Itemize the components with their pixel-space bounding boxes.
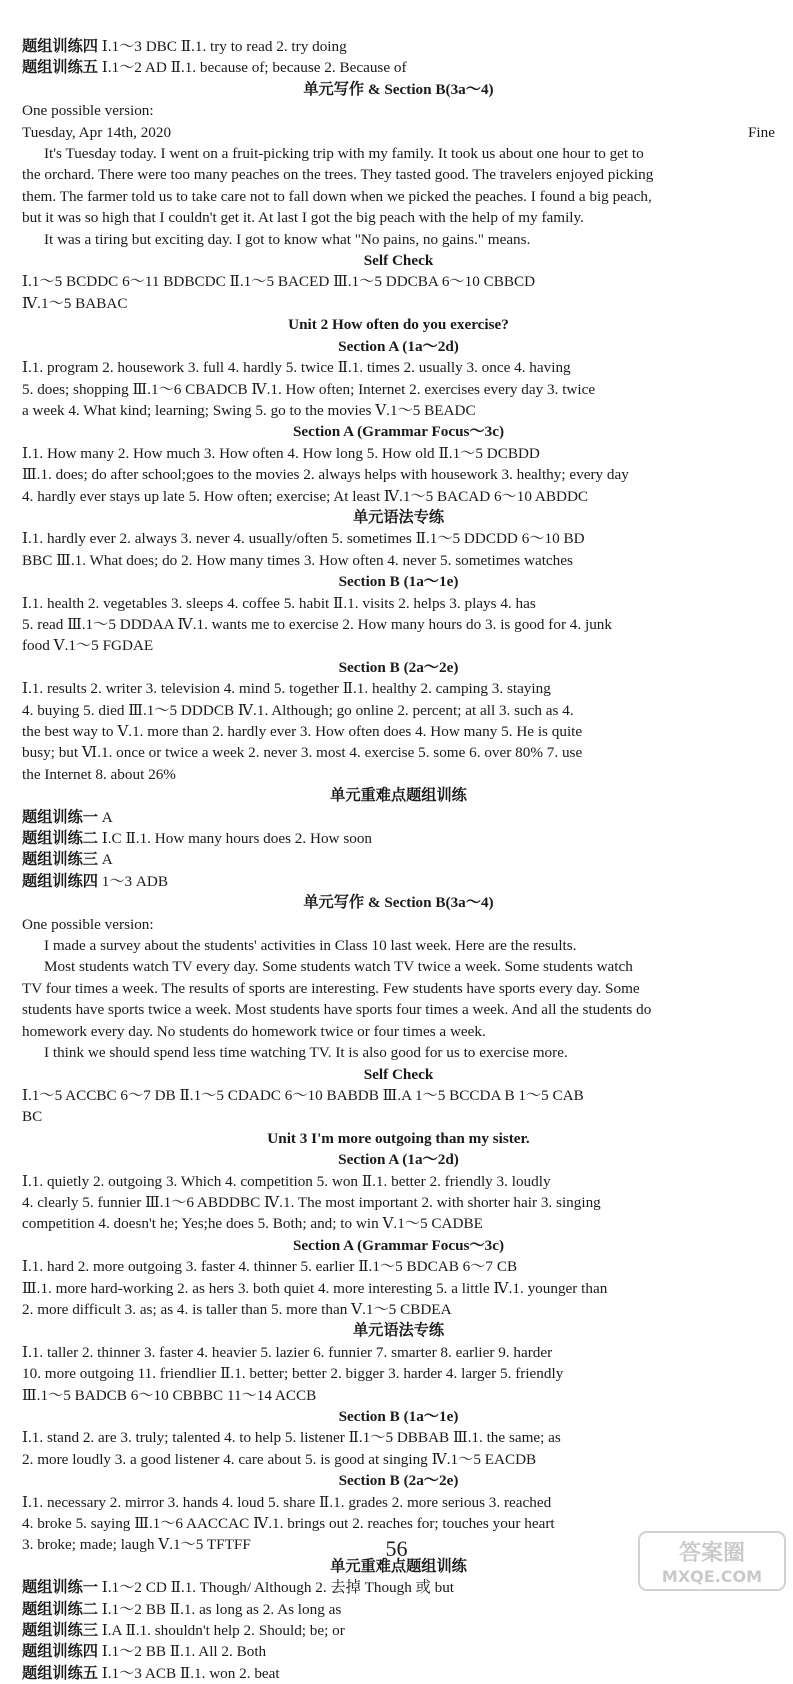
- section-heading: Section B (2a～2e): [338, 658, 459, 676]
- answer-line: Ⅲ.1. does; do after school;goes to the movies 2. always helps with housework 3. healthy; every day: [22, 466, 629, 484]
- answer-line: them. The farmer told us to take care not to fall down when we picked the peaches. I found a big peach,: [22, 187, 652, 205]
- answer-line: Ⅰ.1～5 BCDDC 6～11 BDBCDC Ⅱ.1～5 BACED Ⅲ.1～5 DDCBA 6～10 CBBCD: [22, 273, 536, 291]
- answer-line: Ⅰ.1. program 2. housework 3. full 4. hardly 5. twice Ⅱ.1. times 2. usually 3. once 4. having: [22, 359, 571, 377]
- svg-text:MXQE.COM: MXQE.COM: [661, 1567, 763, 1586]
- page-number: 56: [385, 1536, 408, 1561]
- unit-title: Unit 3 I'm more outgoing than my sister.: [267, 1129, 530, 1147]
- answer-line: 4. buying 5. died Ⅲ.1～5 DDDCB Ⅳ.1. Although; go online 2. percent; at all 3. such as 4.: [22, 701, 574, 719]
- section-heading: 单元重难点题组训练: [330, 1557, 467, 1575]
- section-heading: Section B (2a～2e): [338, 1472, 459, 1490]
- section-heading: Self Check: [363, 1065, 434, 1083]
- drill-tag: 题组训练五: [22, 59, 98, 77]
- answer-line: It's Tuesday today. I went on a fruit-picking trip with my family. It took us about one hour to get to: [44, 145, 644, 163]
- section-heading: 单元语法专练: [352, 508, 445, 526]
- svg-text:答案圈: 答案圈: [678, 1541, 746, 1566]
- answer-line: Ⅰ.1. health 2. vegetables 3. sleeps 4. coffee 5. habit Ⅱ.1. visits 2. helps 3. plays 4. has: [22, 594, 536, 612]
- drill-tag: 题组训练二: [22, 830, 98, 848]
- drill-tag: 题组训练一: [22, 1579, 98, 1597]
- answer-line: competition 4. doesn't he; Yes;he does 5. Both; and; to win Ⅴ.1～5 CADBE: [22, 1215, 483, 1233]
- answer-line: 题组训练四 Ⅰ.1～2 BB Ⅱ.1. All 2. Both: [22, 1643, 267, 1661]
- answer-line: 5. does; shopping Ⅲ.1～6 CBADCB Ⅳ.1. How often; Internet 2. exercises every day 3. twice: [22, 380, 596, 398]
- section-heading: Section A (1a～2d): [338, 337, 459, 355]
- drill-tag: 题组训练三: [22, 1622, 98, 1640]
- answer-line: 4. broke 5. saying Ⅲ.1～6 AACCAC Ⅳ.1. brings out 2. reaches for; touches your heart: [22, 1515, 555, 1533]
- drill-tag: 题组训练四: [22, 38, 98, 55]
- section-heading: Section A (1a～2d): [338, 1151, 459, 1169]
- answer-line: Ⅰ.1. results 2. writer 3. television 4. mind 5. together Ⅱ.1. healthy 2. camping 3. staying: [22, 680, 551, 698]
- answer-line: BBC Ⅲ.1. What does; do 2. How many times 3. How often 4. never 5. sometimes watches: [22, 551, 573, 569]
- answer-line: Ⅰ.1. quietly 2. outgoing 3. Which 4. competition 5. won Ⅱ.1. better 2. friendly 3. loudly: [22, 1172, 551, 1190]
- section-heading: 单元重难点题组训练: [330, 787, 467, 805]
- answer-line: Ⅰ.1. How many 2. How much 3. How often 4. How long 5. How old Ⅱ.1～5 DCBDD: [22, 444, 540, 462]
- section-heading: Section A (Grammar Focus～3c): [292, 1236, 505, 1254]
- section-heading: 单元写作 & Section B(3a～4): [303, 894, 494, 912]
- answer-line: students have sports twice a week. Most students have sports four times a week. And all the students do: [22, 1001, 652, 1019]
- section-heading: 单元写作 & Section B(3a～4): [303, 80, 494, 98]
- answer-line: 题组训练二 Ⅰ.1～2 BB Ⅱ.1. as long as 2. As long as: [22, 1600, 342, 1618]
- answer-line: 题组训练五 Ⅰ.1～2 AD Ⅱ.1. because of; because 2. Because of: [22, 59, 407, 77]
- answer-line: 题组训练三 Ⅰ.A Ⅱ.1. shouldn't help 2. Should; be; or: [22, 1622, 345, 1640]
- drill-tag: 题组训练三: [22, 851, 98, 869]
- answer-line: 2. more difficult 3. as; as 4. is taller than 5. more than Ⅴ.1～5 CBDEA: [22, 1300, 452, 1318]
- answer-line: the Internet 8. about 26%: [22, 765, 176, 783]
- diary-date: Tuesday, Apr 14th, 2020: [22, 123, 172, 141]
- answer-line: I think we should spend less time watching TV. It is also good for us to exercise more.: [44, 1044, 568, 1062]
- answer-line: the orchard. There were too many peaches on the trees. They tasted good. The travelers enjoyed picking: [22, 166, 654, 184]
- answer-line: Ⅲ.1～5 BADCB 6～10 CBBBC 11～14 ACCB: [22, 1386, 317, 1404]
- answer-line: 3. broke; made; laugh Ⅴ.1～5 TFTFF: [22, 1536, 251, 1554]
- section-heading: Section B (1a～1e): [338, 573, 459, 591]
- answer-line: I made a survey about the students' activities in Class 10 last week. Here are the results.: [44, 937, 577, 955]
- answer-line: Ⅰ.1. necessary 2. mirror 3. hands 4. loud 5. share Ⅱ.1. grades 2. more serious 3. reached: [22, 1493, 552, 1511]
- answer-line: the best way to Ⅴ.1. more than 2. hardly ever 3. How often does 4. How many 5. He is quite: [22, 723, 583, 740]
- answer-line: 题组训练四 Ⅰ.1～3 DBC Ⅱ.1. try to read 2. try doing: [22, 38, 347, 55]
- writing-intro: One possible version:: [22, 102, 154, 120]
- answer-line: 4. hardly ever stays up late 5. How often; exercise; At least Ⅳ.1～5 BACAD 6～10 ABDDC: [22, 487, 589, 505]
- section-heading: Self Check: [363, 252, 434, 270]
- answer-line: 题组训练二 Ⅰ.C Ⅱ.1. How many hours does 2. How soon: [22, 830, 373, 848]
- section-heading: 单元语法专练: [352, 1322, 445, 1340]
- answer-line: 题组训练五 Ⅰ.1～3 ACB Ⅱ.1. won 2. beat: [22, 1664, 280, 1682]
- drill-tag: 题组训练一: [22, 808, 98, 826]
- answer-line: Ⅰ.1. stand 2. are 3. truly; talented 4. to help 5. listener Ⅱ.1～5 DBBAB Ⅲ.1. the same; as: [22, 1429, 561, 1447]
- answer-line: but it was so high that I couldn't get it. At last I got the big peach with the help of my family.: [22, 209, 584, 227]
- diary-weather: Fine: [747, 123, 775, 141]
- answer-line: 题组训练一 Ⅰ.1～2 CD Ⅱ.1. Though/ Although 2. 去掉 Though 或 but: [22, 1579, 455, 1597]
- diary-date-row: [22, 122, 775, 143]
- answer-line: Ⅰ.1. taller 2. thinner 3. faster 4. heavier 5. lazier 6. funnier 7. smarter 8. earlier 9. harder: [22, 1343, 553, 1361]
- answer-line: TV four times a week. The results of sports are interesting. Few students have sports every day. Some: [22, 979, 640, 997]
- answer-line: busy; but Ⅵ.1. once or twice a week 2. never 3. most 4. exercise 5. some 6. over 80% 7. use: [22, 744, 583, 762]
- answer-line: 2. more loudly 3. a good listener 4. care about 5. is good at singing Ⅳ.1～5 EACDB: [22, 1450, 537, 1468]
- answer-line: Ⅰ.1～5 ACCBC 6～7 DB Ⅱ.1～5 CDADC 6～10 BABDB Ⅲ.A 1～5 BCCDA B 1～5 CAB: [22, 1086, 584, 1104]
- drill-tag: 题组训练四: [22, 872, 98, 890]
- answer-line: food Ⅴ.1～5 FGDAE: [22, 637, 154, 655]
- answer-line: 题组训练一 A: [22, 808, 113, 826]
- answer-line: 题组训练三 A: [22, 851, 113, 869]
- drill-tag: 题组训练四: [22, 1643, 98, 1661]
- answer-line: Ⅰ.1. hardly ever 2. always 3. never 4. usually/often 5. sometimes Ⅱ.1～5 DDCDD 6～10 BD: [22, 530, 585, 548]
- answer-line: Ⅲ.1. more hard-working 2. as hers 3. both quiet 4. more interesting 5. a little Ⅳ.1. younger than: [22, 1279, 608, 1297]
- section-heading: Section A (Grammar Focus～3c): [292, 423, 505, 441]
- section-heading: Section B (1a～1e): [338, 1408, 459, 1425]
- answer-line: 5. read Ⅲ.1～5 DDDAA Ⅳ.1. wants me to exercise 2. How many hours do 3. is good for 4. junk: [22, 615, 612, 633]
- drill-tag: 题组训练二: [22, 1600, 98, 1618]
- answer-line: It was a tiring but exciting day. I got to know what "No pains, no gains." means.: [44, 230, 531, 248]
- answer-line: homework every day. No students do homework twice or four times a week.: [22, 1022, 486, 1040]
- drill-tag: 题组训练五: [22, 1664, 98, 1682]
- answer-line: Ⅳ.1～5 BABAC: [22, 294, 128, 312]
- answer-line: Most students watch TV every day. Some students watch TV twice a week. Some students watch: [44, 958, 633, 976]
- answer-line: Ⅰ.1. hard 2. more outgoing 3. faster 4. thinner 5. earlier Ⅱ.1～5 BDCAB 6～7 CB: [22, 1258, 518, 1276]
- answer-line: 4. clearly 5. funnier Ⅲ.1～6 ABDDBC Ⅳ.1. The most important 2. with shorter hair 3. singing: [22, 1193, 601, 1211]
- writing-intro: One possible version:: [22, 915, 154, 933]
- answer-line: BC: [22, 1108, 43, 1126]
- answer-line: 题组训练四 1～3 ADB: [22, 872, 168, 890]
- answer-line: 10. more outgoing 11. friendlier Ⅱ.1. better; better 2. bigger 3. harder 4. larger 5. friendly: [22, 1365, 564, 1383]
- unit-title: Unit 2 How often do you exercise?: [288, 316, 509, 334]
- answer-line: a week 4. What kind; learning; Swing 5. go to the movies Ⅴ.1～5 BEADC: [22, 401, 476, 419]
